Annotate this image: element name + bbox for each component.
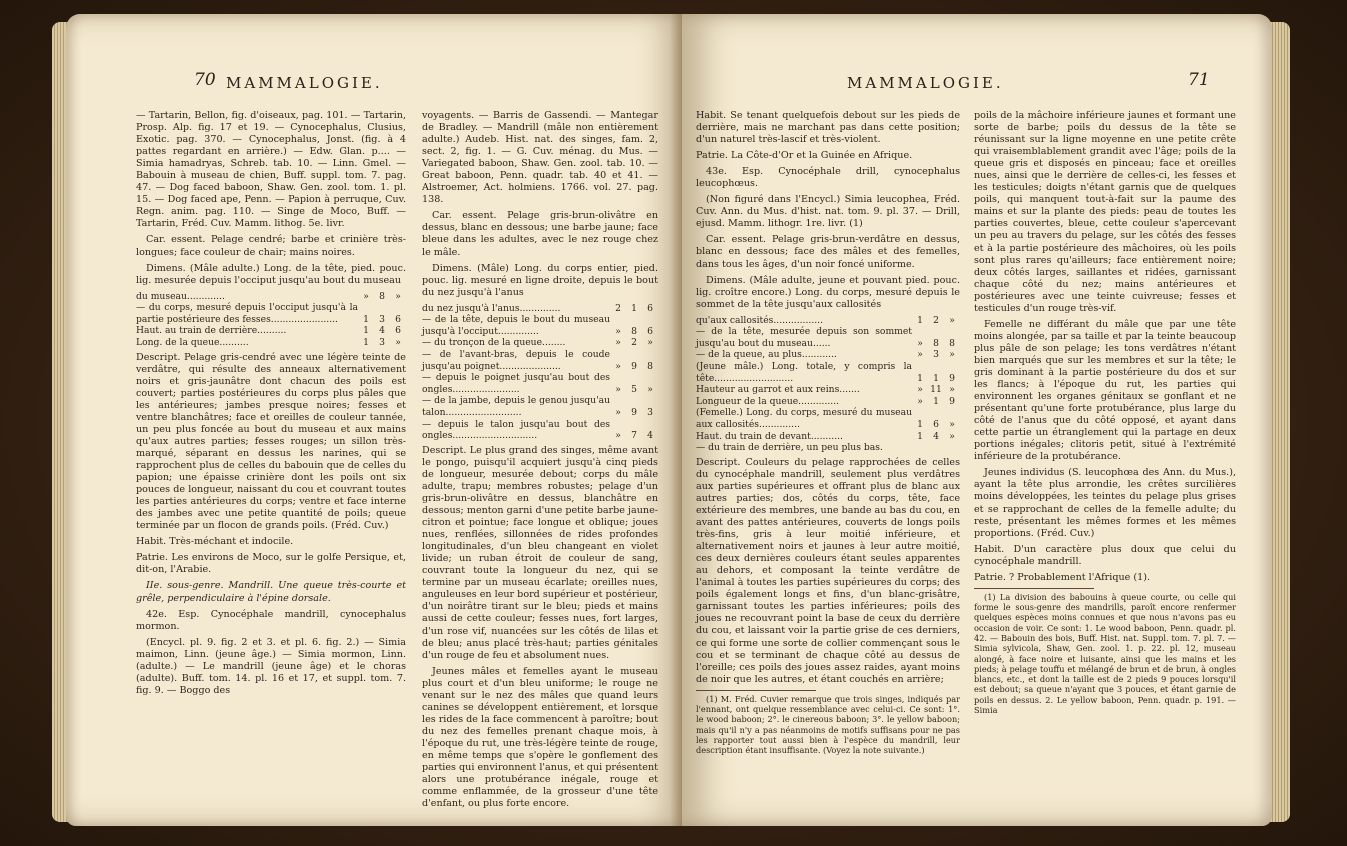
dimensions-intro-mandrill: Dimens. (Mâle) Long. du corps entier, pied. pouc. lig. mesuré en ligne droite, depuis le bout du nez jusqu'à l'anus [422, 262, 658, 298]
measurement-row: — depuis le talon jusqu'au bout des ongles............................. » 7 4 [422, 418, 653, 442]
dimensions-intro-drill: Dimens. (Mâle adulte, jeune et pouvant pied. pouc. lig. croître encore.) Long. du corps, mesuré depuis le sommet de la tête jusqu'aux callosités [696, 274, 960, 310]
measurements-table [136, 291, 406, 349]
habitat-drill: Habit. D'un caractère plus doux que celui du cynocéphale mandrill. [974, 543, 1236, 567]
measurement-row: — du tronçon de la queue........ » 2 » [422, 337, 653, 349]
essential-characters-drill: Car. essent. Pelage gris-brun-verdâtre en dessus, blanc en dessous; face des mâles et des femelles, dans tous les âges, d'un noir foncé uniforme. [696, 234, 960, 270]
species-heading: 42e. Esp. Cynocéphale mandrill, cynocephalus mormon. [136, 608, 406, 632]
measurement-row: Haut. au train de derrière.......... 1 4 6 [136, 325, 401, 337]
measurement-row: Longueur de la queue.............. » 1 9 [696, 395, 955, 407]
young-individuals-paragraph: Jeunes mâles et femelles ayant le museau plus court et d'un bleu uniforme; le rouge ne venant sur le nez des mâles que quand leurs canines se développent entièrement, et lorsque les rides de la face commencent à paroître; bout du nez des femelles prenant chaque mois, à l'époque du rut, une très-légère teinte de rouge, en même temps que s'opère le gonflement des parties qui environnent l'anus, et qui présentent alors une protubérance inégale, rouge et comme enflammée, de la grosseur d'une tête d'enfant, ou plus forte encore. [422, 665, 658, 810]
measurement-row: — de la jambe, depuis le genou jusqu'au talon.......................... » 9 3 [422, 395, 653, 419]
right-column-1 [696, 110, 960, 760]
description-paragraph: Descript. Pelage gris-cendré avec une légère teinte de verdâtre, qui résulte des anneaux alternativement noirs et gris-jaunâtre dont chacun des poils est couvert; parties postérieures du corps plus pâles que les antérieures; jambes presque noires; fesses et ventre blanchâtres; face et oreilles de couleur tannée, un peu plus foncée au bout du museau et aux mains qu'aux autres parties; fesses rouges; un sillon très-marqué, séparant en dessus les narines, qui se rapprochent plus de celles du babouin que de celles du papion; une épaisse crinière dont les poils ont six pouces de longueur, naissant du cou et couvrant toutes les parties antérieures du corps; ventre et face interne des jambes avec une petite quantité de poils; queue terminée par un flocon de grands poils. (Fréd. Cuv.) [136, 351, 406, 532]
right-column-2 [974, 110, 1236, 719]
measurement-row: — de l'avant-bras, depuis le coude jusqu'au poignet..................... » 9 8 [422, 349, 653, 372]
description-drill: Descript. Couleurs du pelage rapprochées de celles du cynocéphale mandrill, seulement plus verdâtres aux parties supérieures et offrant plus de blanc aux autres parties; dos, côtés du corps, tête, face extérieure des membres, une bande au bas du cou, en avant des pattes antérieures, couverts de longs poils très-fins, gris à leur moitié inférieure, et alternativement noirs et jaunes à leur autre moitié, ces deux dernières couleurs étant seules apparentes au dehors, et composant la teinte verdâtre de l'animal à toutes les parties supérieures du corps; des poils également longs et fins, d'un blanc-grisâtre, garnissant toutes les parties inférieures; poils des joues ne recouvrant point la base de ceux du derrière du cou, et laissant voir la partie grise de ces derniers, ce qui forme une sorte de collier commençant sous le cou et se terminant de chaque côté au dessus de l'oreille; ces poils des joues assez raides, ayant moins de noir que les autres, et étant couchés en arrière; [696, 456, 960, 685]
footnote-divider [696, 690, 816, 691]
left-column-2 [422, 110, 658, 814]
measurement-row: du nez jusqu'à l'anus.............. 2 1 6 [422, 302, 653, 314]
measurement-row: qu'aux callosités................. 1 2 » [696, 314, 955, 326]
country-mandrill: Patrie. La Côte-d'Or et la Guinée en Afrique. [696, 150, 913, 162]
measurement-row: Hauteur au garrot et aux reins....... » 11 » [696, 384, 955, 396]
running-header-left: MAMMALOGIE. [226, 74, 383, 92]
synonymy-paragraph: — Tartarin, Bellon, fig. d'oiseaux, pag. 101. — Tartarin, Prosp. Alp. fig. 17 et 19. — Cynocephalus, Clusius, Exotic. pag. 370. — Cynocephalus, Jonst. (fig. à 4 pattes regardant en arrière.) — Edw. Glan. p.... — Simia hamadryas, Schreb. tab. 10. — Linn. Gmel. — Babouin à museau de chien, Buff. suppl. tom. 7. pag. 47. — Dog faced baboon, Shaw. Gen. zool. tom. 1. pl. 15. — Dog faced ape, Penn. — Papion à perruque, Cuv. Regn. anim. pag. 110. — Singe de Moco, Buff. — Tartarin, Fréd. Cuv. Mamm. lithog. 5e. livr. [136, 110, 406, 230]
description-drill-continued: poils de la mâchoire inférieure jaunes et formant une sorte de barbe; poils du dessus de la tête se réunissant sur la ligne moyenne en une petite crête qui vraisemblablement grandit avec l'âge; poils de la queue gris et disposés en pinceau; face et oreilles nues, ainsi que le derrière de celles-ci, les fesses et les testicules; doigts n'étant garnis que de quelques poils, qui manquent tout-à-fait sur la paume des mains et sur la plante des pieds: peau de toutes les parties couvertes, bleue, cette couleur s'apercevant un peu au travers du pelage, sur les côtés des fesses et à la partie postérieure des mâchoires, où les poils sont plus rares qu'ailleurs; face entièrement noire; deux côtés larges, saillantes et ridées, garnissant chaque côté du nez; mains antérieures et postérieures avec une teinte cuivreuse; fesses et testicules d'un rouge très-vif. [974, 110, 1236, 314]
measurement-row: Long. de la queue.......... 1 3 » [136, 337, 401, 349]
footnote-right: (1) La division des babouins à queue courte, ou celle qui forme le sous-genre des mandrills, paroît encore renfermer quelques espèces moins connues et que nous n'avons pas eu occasion de voir. Ce sont: 1. Le wood baboon, Penn. quadr. pl. 42. — Babouin des bois, Buff. Hist. nat. Suppl. tom. 7. pl. 7. — Simia sylvicola, Shaw, Gen. zool. 1. p. 22. pl. 12, museau alongé, à face noire et luisante, ainsi que les mains et les pieds; à pelage touffu et mélangé de brun et de brun, à ongles blancs, etc., et dont la taille est de 2 pieds 9 pouces lorsqu'il est debout; sa queue n'ayant que 3 pouces, et étant garnie de poils en dessus. 2. Le yellow baboon, Penn. quadr. p. 191. — Simia [974, 591, 1236, 716]
synonymy-paragraph-2: (Encycl. pl. 9. fig. 2 et 3. et pl. 6. fig. 2.) — Simia maimon, Linn. (jeune âge.) — Simia mormon, Linn. (adulte.) — Le mandrill (jeune âge) et le choras (adulte). Buff. tom. 14. pl. 16 et 17, et suppl. tom. 7. fig. 9. — Boggo des [136, 636, 406, 696]
species-heading-drill: 43e. Esp. Cynocéphale drill, cynocephalus leucophœus. [696, 166, 960, 190]
page-number-right: 71 [1188, 70, 1210, 90]
country-drill: Patrie. ? Probablement l'Afrique (1). [974, 571, 1151, 583]
footnote-left: (1) M. Fréd. Cuvier remarque que trois singes, indiqués par l'ennant, ont quelque ressemblance avec celui-ci. Ce sont: 1°. le wood baboon; 2°. le cinereous baboon; 3°. le yellow baboon; mais qu'il n'y a pas néanmoins de motifs suffisans pour ne pas les rapporter tout aussi bien à l'espèce du mandrill, leur description étant insuffisante. (Voyez la note suivante.) [696, 693, 960, 756]
essential-characters: Car. essent. Pelage cendré; barbe et crinière très-longues; face couleur de chair; mains noires. [136, 234, 406, 258]
footnote-divider [974, 588, 1094, 589]
synonymy-continued: voyagents. — Barris de Gassendi. — Mantegar de Bradley. — Mandrill (mâle non entièrement adulte.) Audeb. Hist. nat. des singes, fam. 2, sect. 2, fig. 1. — G. Cuv. ménag. du Mus. — Variegated baboon, Shaw. Gen. zool. tab. 10. — Great baboon, Penn. quadr. tab. 40 et 41. — Alstroemer, Act. holmiens. 1766. vol. 27. pag. 138. [422, 110, 658, 206]
right-page-edges [1270, 22, 1290, 822]
running-header-right: MAMMALOGIE. [847, 74, 1004, 92]
country-paragraph: Patrie. Les environs de Moco, sur le golfe Persique, et, dit-on, l'Arabie. [136, 552, 406, 576]
habitat-paragraph: Habit. Très-méchant et indocile. [136, 536, 294, 548]
measurements-table-mandrill [422, 303, 658, 442]
measurement-row: — de la queue, au plus............ » 3 » [696, 349, 955, 361]
left-column-1 [136, 110, 406, 701]
essential-characters-mandrill: Car. essent. Pelage gris-brun-olivâtre en dessus, blanc en dessous; une barbe jaune; face bleue dans les adultes, avec le nez rouge chez le mâle. [422, 210, 658, 258]
measurement-row: — du corps, mesuré depuis l'occiput jusqu'à la partie postérieure des fesses....................... 1 3 6 [136, 302, 401, 325]
measurements-table-drill [696, 315, 960, 454]
measurement-row: (Jeune mâle.) Long. totale, y compris la tête........................... 1 1 9 [696, 361, 955, 384]
synonymy-drill: (Non figuré dans l'Encycl.) Simia leucophea, Fréd. Cuv. Ann. du Mus. d'hist. nat. tom. 9. pl. 37. — Drill, ejusd. Mamm. lithogr. 1re. livr. (1) [696, 194, 960, 230]
subgenus-heading: IIe. sous-genre. Mandrill. Une queue très-courte et grêle, perpendiculaire à l'épine dorsale. [136, 580, 406, 604]
description-mandrill: Descript. Le plus grand des singes, même avant le pongo, puisqu'il acquiert jusqu'à cinq pieds de longueur, mesurée debout; corps du mâle adulte, trapu; membres robustes; pelage d'un gris-brun-olivâtre en dessus, blanchâtre en dessous; menton garni d'une petite barbe jaune-citron et pointue; face longue et oblique; joues nues, renflées, sillonnées de rides profondes longitudinales, d'un bleu changeant en violet livide; un ruban étroit de couleur de sang, couvrant toute la longueur du nez, qui se termine par un museau écarlate; oreilles nues, anguleuses en leur bord supérieur et postérieur, d'un noirâtre tirant sur le bleu; pieds et mains aussi de cette couleur; fesses nues, fort larges, d'un rose vif, nuancées sur les côtés de lilas et de bleu; anus placé très-haut; parties génitales d'un rouge de feu et absolument nues. [422, 444, 658, 661]
habitat-mandrill: Habit. Se tenant quelquefois debout sur les pieds de derrière, mais ne marchant pas dans cette position; d'un naturel très-lascif et très-violent. [696, 110, 960, 146]
measurement-row: Haut. du train de devant........... 1 4 » [696, 430, 955, 442]
measurement-row: — depuis le poignet jusqu'au bout des ongles....................... » 5 » [422, 372, 653, 395]
measurement-row: — de la tête, mesurée depuis son sommet jusqu'au bout du museau...... » 8 8 [696, 326, 955, 349]
female-paragraph: Femelle ne différant du mâle que par une tête moins alongée, par sa taille et par la teinte beaucoup plus pâle de son pelage; les tons verdâtres n'étant bien marqués que sur les membres et sur la tête; le gris dominant à la partie postérieure du dos et sur les flancs; à l'époque du rut, les parties qui environnent les organes génitaux se gonflant et ne présentant qu'une forte protubérance, plus large du côté de l'anus que du côté opposé, et ayant dans cette partie un étranglement qui la partage en deux portions inégales; clitoris petit, situé à l'extrémité inférieure de la protubérance. [974, 318, 1236, 463]
right-page [682, 14, 1272, 826]
page-number-left: 70 [194, 70, 216, 90]
left-page [66, 14, 682, 826]
young-drill-paragraph: Jeunes individus (S. leucophœa des Ann. du Mus.), ayant la tête plus arrondie, les crêtes surcilières moins développées, les teintes du pelage plus grises et se rapprochant de celles de la femelle adulte; du reste, présentant les mêmes formes et les mêmes proportions. (Fréd. Cuv.) [974, 467, 1236, 539]
measurement-row: — de la tête, depuis le bout du museau jusqu'à l'occiput.............. » 8 6 [422, 314, 653, 337]
measurement-row: — du train de derrière, un peu plus bas. [696, 442, 883, 454]
measurement-row: du museau............. » 8 » [136, 290, 401, 302]
dimensions-intro: Dimens. (Mâle adulte.) Long. de la tête, pied. pouc. lig. mesurée depuis l'occiput jusqu'au bout du museau [136, 262, 406, 286]
measurement-row: (Femelle.) Long. du corps, mesuré du museau aux callosités.............. 1 6 » [696, 407, 955, 431]
